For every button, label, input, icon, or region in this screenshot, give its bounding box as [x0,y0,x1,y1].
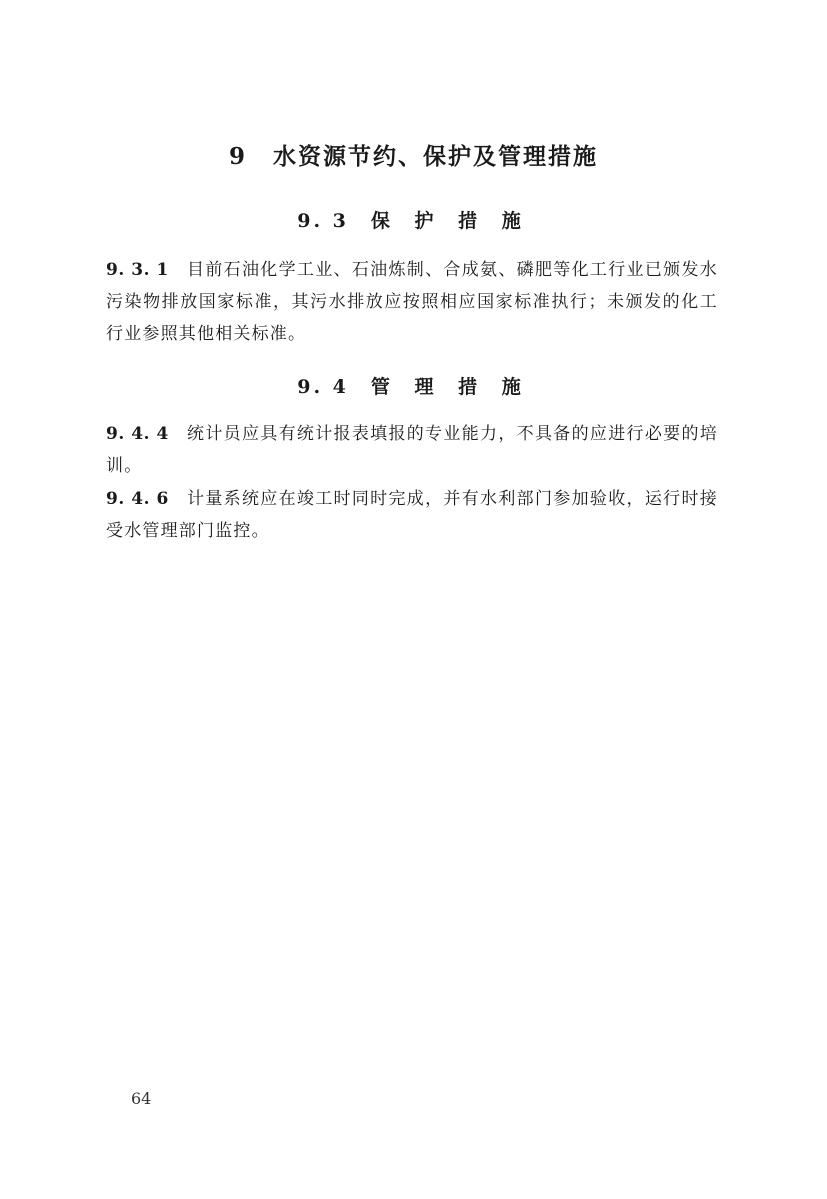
clause-number: 9. 4. 6 [106,489,169,509]
clause-9-4-6 [106,483,718,547]
clause-text: 统计员应具有统计报表填报的专业能力，不具备的应进行必要的培训。 [106,424,718,476]
section-title-9-3 [0,206,827,233]
chapter-title-text: 水资源节约、保护及管理措施 [273,143,598,170]
clause-9-3-1 [106,254,718,350]
section-title-text: 管 理 措 施 [370,376,530,398]
page-number: 64 [131,1089,152,1108]
chapter-title [0,138,827,171]
clause-text: 目前石油化学工业、石油炼制、合成氨、磷肥等化工行业已颁发水污染物排放国家标准，其污水排放应按照相应国家标准执行；未颁发的化工行业参照其他相关标准。 [106,260,718,344]
section-title-text: 保 护 措 施 [370,210,530,232]
chapter-number: 9 [228,143,247,170]
clause-9-4-4 [106,418,718,482]
clause-text: 计量系统应在竣工时同时完成，并有水利部门参加验收，运行时接受水管理部门监控。 [106,489,718,541]
section-title-9-4 [0,372,827,399]
section-number: 9. 3 [297,210,349,232]
section-number: 9. 4 [297,376,349,398]
clause-number: 9. 4. 4 [106,424,169,444]
clause-number: 9. 3. 1 [106,260,169,280]
